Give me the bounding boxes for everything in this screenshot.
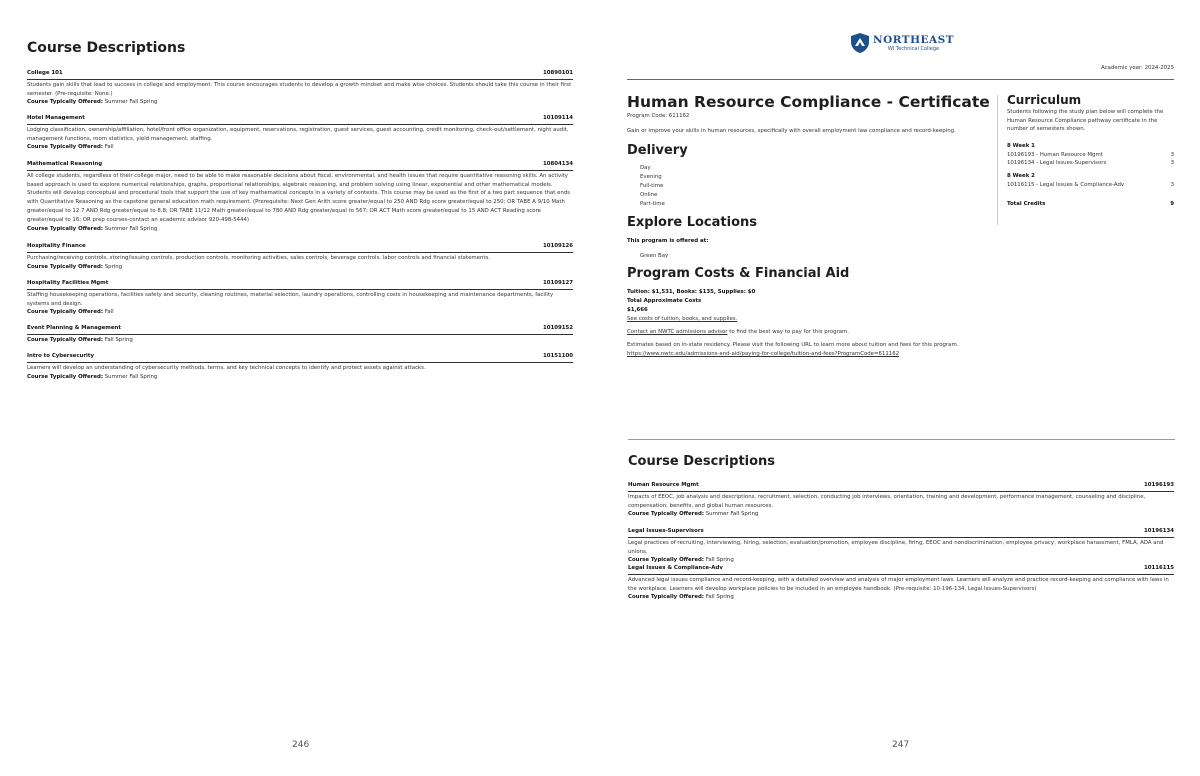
course-name: Mathematical Reasoning <box>27 161 103 167</box>
course-entry <box>27 324 573 345</box>
offered-label: Course Typically Offered: <box>27 99 104 106</box>
course-name: Hotel Management <box>27 115 85 121</box>
page-number: 247 <box>892 740 910 750</box>
offered-terms: Summer Fall Spring <box>104 225 158 232</box>
tuition-url-link[interactable]: https://www.nwtc.edu/admissions-and-aid/paying-for-college/tuition-and-fees?ProgramCode=611162 <box>627 351 900 357</box>
curriculum-divider <box>997 95 998 225</box>
course-desc: Purchasing/receiving controls, storing/issuing controls, production controls, monitoring activities, sales controls, beverage controls, labor controls and financial statements. <box>27 254 491 261</box>
header-rule <box>627 79 1174 80</box>
course-name: Legal Issues & Compliance-Adv <box>628 565 723 571</box>
offered-label: Course Typically Offered: <box>27 373 104 380</box>
course-desc: Staffing housekeeping operations, facilities safety and security, cleaning routines, material selection, laundry operations, controlling costs in housekeeping and maintenance departments, facility systems and design. <box>27 291 554 307</box>
offered-label: Course Typically Offered: <box>628 594 705 601</box>
costs-block <box>627 288 987 359</box>
desc-heading: Course Descriptions <box>628 454 776 469</box>
college-logo <box>850 32 954 54</box>
curriculum-panel <box>1007 93 1174 209</box>
shield-logo-icon <box>850 32 870 54</box>
curriculum-credits: 3 <box>1170 151 1174 158</box>
offered-terms: Fall <box>104 309 114 316</box>
curriculum-heading: Curriculum <box>1007 93 1082 107</box>
offered-terms: Summer Fall Spring <box>104 99 158 106</box>
program-intro: Gain or improve your skills in human resources, specifically with overall employment law compliance and record-keeping. <box>627 128 956 134</box>
section-rule <box>628 439 1175 440</box>
delivery-item: Full-time <box>640 183 664 189</box>
curriculum-row <box>1007 181 1174 190</box>
tuition-line: Tuition: $1,531, Books: $135, Supplies: $0 <box>627 289 756 295</box>
offered-terms: Fall Spring <box>705 557 734 564</box>
offered-label: Course Typically Offered: <box>628 511 705 518</box>
curriculum-intro: Students following the study plan below will complete the Human Resource Compliance pathway certificate in the number of semesters shown. <box>1007 109 1164 132</box>
course-desc: Impacts of EEOC, job analysis and descriptions, recruitment, selection, conducting job interviews, orientation, training and development, performance management, counseling and discipline, compensation, benefits, and global human resources. <box>628 493 1146 509</box>
section-heading: Course Descriptions <box>27 40 186 56</box>
total-cost-label: Total Approximate Costs <box>627 298 702 304</box>
delivery-item: Part-time <box>640 201 665 207</box>
logo-subtitle: WI Technical College <box>887 45 940 52</box>
offered-terms: Spring <box>104 263 123 270</box>
contact-advisor-link[interactable]: Contact an NWTC admissions advisor <box>627 329 728 335</box>
course-code: 10890101 <box>542 70 573 76</box>
locations-heading: Explore Locations <box>627 215 757 230</box>
curriculum-course: 10116115 - Legal Issues & Compliance-Adv <box>1007 182 1125 189</box>
course-entry <box>27 279 573 317</box>
course-code: 10196134 <box>1143 528 1174 534</box>
offered-label: Course Typically Offered: <box>27 225 104 232</box>
course-desc: All college students, regardless of their college major, need to be able to make reasonable decisions about fiscal, environmental, and health issues that require quantitative reasoning skills. An activity based approach is used to explore numerical relationships, graphs, proportional relationships, algebraic reasoning, and problem solving using linear, exponential and other mathematical models. Students will develop conceptual and procedural tools that support the use of key mathematical concepts in a variety of contexts. This course may be used as the first of a two part sequence that ends with Quantitative Reasoning as the capstone general education math requirement. (Prerequisite: Next Gen Arith score greater/equal to 250 AND Rdg score greater/equal to 250; OR TABE A 9/10 Math greater/equal to 12.7 AND Rdg greater/equal to 8.8; OR TABE 11/12 Math greater/equal to 780 AND Rdg greater/equal to 567; OR ACT Math score greater/equal to 15 AND ACT Reading score greater/equal to 16; OR prep courses-contact an academic advisor 920-498-5444) <box>27 172 571 223</box>
curriculum-credits: 3 <box>1170 182 1174 189</box>
total-credits-label: Total Credits <box>1007 200 1046 207</box>
delivery-item: Evening <box>640 174 662 180</box>
curriculum-course: 10196193 - Human Resource Mgmt <box>1007 151 1103 158</box>
course-entry <box>27 160 573 233</box>
course-code: 10109152 <box>542 325 573 331</box>
course-entry <box>628 527 1174 565</box>
offered-terms: Summer Fall Spring <box>104 373 158 380</box>
course-entry <box>27 352 573 381</box>
offered-label: Course Typically Offered: <box>27 263 104 270</box>
curriculum-credits: 3 <box>1170 160 1174 167</box>
offered-at-label: This program is offered at: <box>627 238 709 244</box>
course-name: Intro to Cybersecurity <box>27 353 94 359</box>
course-entry <box>628 481 1174 519</box>
delivery-list <box>640 164 665 209</box>
course-entry <box>27 114 573 152</box>
academic-year: Academic year: 2024-2025 <box>1101 65 1174 71</box>
week-label: 8 Week 2 <box>1007 173 1035 180</box>
course-desc: Advanced legal issues compliance and record-keeping, with a detailed overview and analysis of major employment laws. Learners will analyze and practice record-keeping and compliance with laws in the workplace. Learners will develop workplace policies to be included in an employee handbook. (Pre-requisite: 10-196-134, Legal Issues-Supervisors) <box>628 576 1169 592</box>
course-name: Hospitality Facilities Mgmt <box>27 280 109 286</box>
program-title: Human Resource Compliance - Certificate <box>627 93 990 111</box>
week-label: 8 Week 1 <box>1007 142 1035 149</box>
course-code: 10804134 <box>542 161 573 167</box>
page-number: 246 <box>292 740 310 750</box>
total-credits: 9 <box>1170 200 1174 207</box>
course-code: 10109114 <box>542 115 573 121</box>
offered-terms: Fall <box>104 144 114 151</box>
curriculum-row <box>1007 159 1174 168</box>
course-name: Event Planning & Management <box>27 325 121 331</box>
estimates-note: Estimates based on in-state residency. Please visit the following URL to learn more about tuition and fees for this program. <box>627 342 959 348</box>
offered-terms: Fall Spring <box>705 594 734 601</box>
offered-label: Course Typically Offered: <box>27 144 104 151</box>
course-code: 10116115 <box>1143 565 1174 571</box>
offered-terms: Summer Fall Spring <box>705 511 759 518</box>
course-name: Hospitality Finance <box>27 243 86 249</box>
delivery-item: Online <box>640 192 658 198</box>
offered-terms: Fall Spring <box>104 336 133 343</box>
course-desc: Lodging classification, ownership/affiliation, hotel/front office organization, equipment, reservations, registration, guest services, guest accounting, credit monitoring, check-out/settlement, night audit, management functions, room statistics, yield management, staffing. <box>27 126 569 142</box>
costs-heading: Program Costs & Financial Aid <box>627 266 850 281</box>
offered-label: Course Typically Offered: <box>628 557 705 564</box>
course-desc: Learners will develop an understanding of cybersecurity methods, terms, and key technical concepts to identify and protect assets against attacks. <box>27 364 426 371</box>
total-credits-row <box>1007 200 1174 209</box>
location-item: Green Bay <box>640 253 669 259</box>
course-name: Human Resource Mgmt <box>628 482 699 488</box>
course-entry <box>27 242 573 271</box>
delivery-heading: Delivery <box>627 143 688 158</box>
course-entry <box>628 564 1174 602</box>
right-page <box>600 0 1200 776</box>
offered-label: Course Typically Offered: <box>27 336 104 343</box>
delivery-item: Day <box>640 165 651 171</box>
course-name: College 101 <box>27 70 63 76</box>
total-cost: $1,666 <box>627 307 648 313</box>
course-entry <box>27 69 573 107</box>
logo-name: NORTHEAST <box>873 33 955 46</box>
offered-label: Course Typically Offered: <box>27 309 104 316</box>
contact-line <box>627 328 987 337</box>
curriculum-row <box>1007 151 1174 160</box>
contact-rest: to find the best way to pay for this program. <box>727 329 849 335</box>
course-code: 10109127 <box>542 280 573 286</box>
program-code: Program Code: 611162 <box>627 113 690 119</box>
course-desc: Students gain skills that lead to success in college and employment. This course encourages students to develop a growth mindset and make wise choices. Students should take this course in their first semester. (Pre-requisite: None.) <box>27 81 572 97</box>
course-code: 10151100 <box>542 353 573 359</box>
course-desc: Legal practices of recruiting, interviewing, hiring, selection, evaluation/promotion, employee discipline, firing, EEOC and nondiscrimination, employee privacy, workplace harassment, FMLA, ADA and unions. <box>628 539 1164 555</box>
course-code: 10109126 <box>542 243 573 249</box>
curriculum-course: 10196134 - Legal Issues-Supervisors <box>1007 160 1107 167</box>
see-costs-link[interactable]: See costs of tuition, books, and supplies. <box>627 316 738 322</box>
course-code: 10196193 <box>1143 482 1174 488</box>
course-name: Legal Issues-Supervisors <box>628 528 704 534</box>
